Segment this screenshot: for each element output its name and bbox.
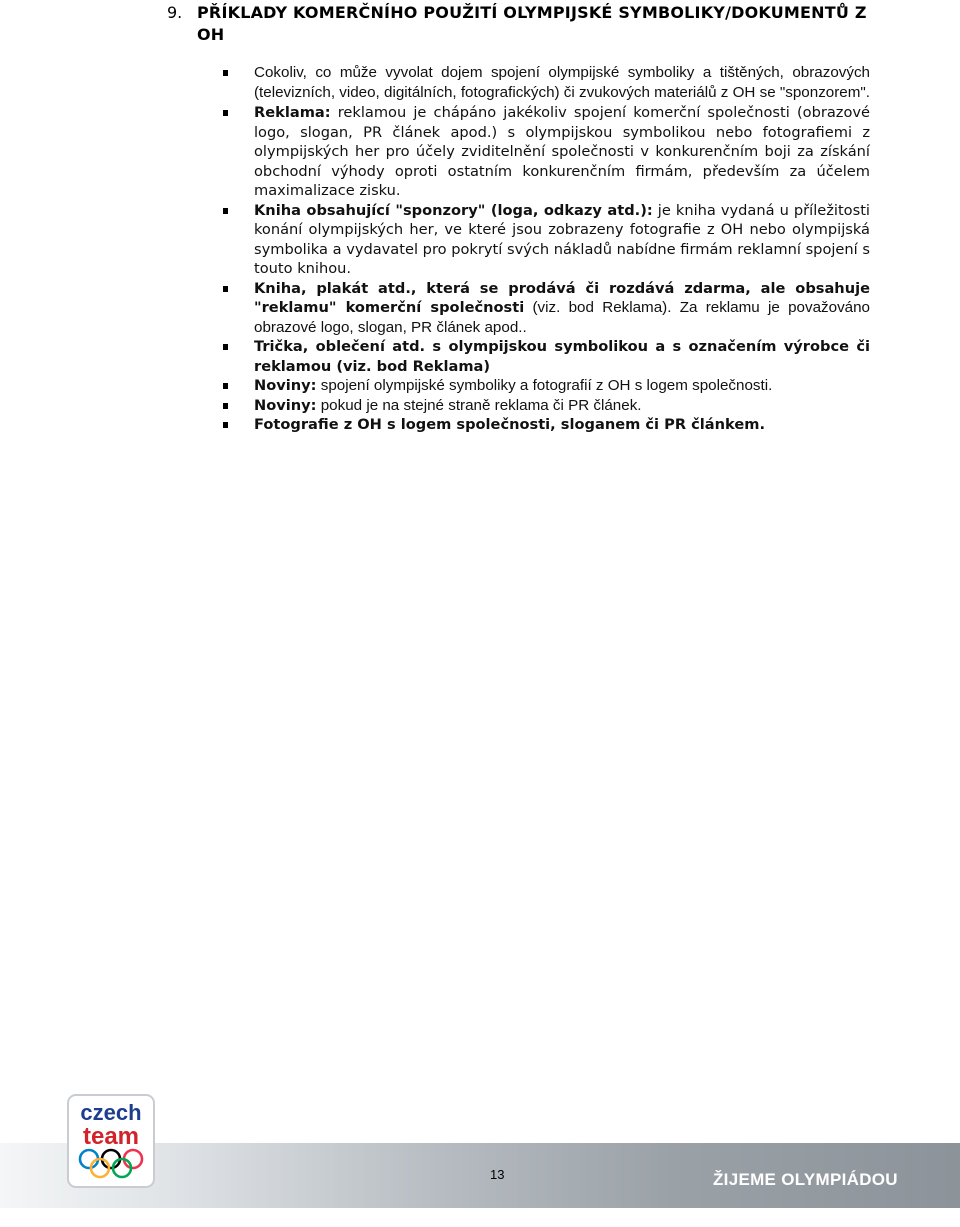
section-number: 9. <box>167 3 183 22</box>
item-bold: Reklama: <box>254 104 331 121</box>
item-text: spojení olympijské symboliky a fotografií z OH s logem společnosti. <box>316 377 773 394</box>
list-item <box>215 396 870 416</box>
item-bold: Fotografie z OH s logem společnosti, sloganem či PR článkem. <box>254 416 765 433</box>
section-title: PŘÍKLADY KOMERČNÍHO POUŽITÍ OLYMPIJSKÉ SYMBOLIKY/DOKUMENTŮ Z OH <box>197 3 867 44</box>
bullet-list <box>215 63 870 435</box>
footer-slogan: ŽIJEME OLYMPIÁDOU <box>713 1170 898 1189</box>
square-bullet-icon <box>223 208 228 214</box>
list-item <box>215 337 870 376</box>
list-item <box>215 201 870 279</box>
square-bullet-icon <box>223 344 228 350</box>
square-bullet-icon <box>223 383 228 389</box>
list-item <box>215 103 870 201</box>
square-bullet-icon <box>223 286 228 292</box>
square-bullet-icon <box>223 110 228 116</box>
list-item <box>215 376 870 396</box>
logo-word-team: team <box>82 1123 140 1150</box>
list-item <box>215 279 870 338</box>
list-item <box>215 415 870 435</box>
page-number: 13 <box>490 1167 505 1182</box>
item-bold: Kniha obsahující "sponzory" (loga, odkazy atd.): <box>254 201 653 219</box>
item-text: je kniha vydaná u příležitosti konání olympijských her, ve které jsou zobrazeny fotografie z OH nebo olympijská symbolika a vydavatel pro pokrytí svých nákladů nabídne firmám reklamní spojení s touto knihou. <box>254 201 870 277</box>
czech-team-logo <box>66 1093 156 1189</box>
square-bullet-icon <box>223 70 228 76</box>
square-bullet-icon <box>223 422 228 428</box>
item-text: reklamou je chápáno jakékoliv spojení komerční společnosti (obrazové logo, slogan, PR článek apod.) s olympijskou symbolikou nebo fotografiemi z olympijských her pro účely zviditelnění společnosti v konkurenčním boji za získání obchodní výhody oproti ostatním konkurenčním firmám, především za účelem maximalizace zisku. <box>254 104 870 199</box>
item-bold: Kniha, plakát atd., která se prodává či rozdává zdarma, ale obsahuje "reklamu" komerční společnosti <box>254 279 870 316</box>
logo-word-czech: czech <box>80 1100 142 1125</box>
item-text: (viz. bod Reklama). Za reklamu je považováno obrazové logo, slogan, PR článek apod.. <box>254 299 871 336</box>
square-bullet-icon <box>223 403 228 409</box>
item-bold: Noviny: <box>254 396 317 414</box>
item-bold: Noviny: <box>254 377 317 394</box>
item-text: Cokoliv, co může vyvolat dojem spojení olympijské symboliky a tištěných, obrazových (televizních, video, digitálních, fotografických) či zvukových materiálů z OH se "sponzorem". <box>254 64 870 101</box>
item-text: pokud je na stejné straně reklama či PR článek. <box>316 396 642 414</box>
list-item <box>215 63 870 102</box>
item-bold: Trička, oblečení atd. s olympijskou symbolikou a s označením výrobce či reklamou (viz. bod Reklama) <box>254 338 870 375</box>
